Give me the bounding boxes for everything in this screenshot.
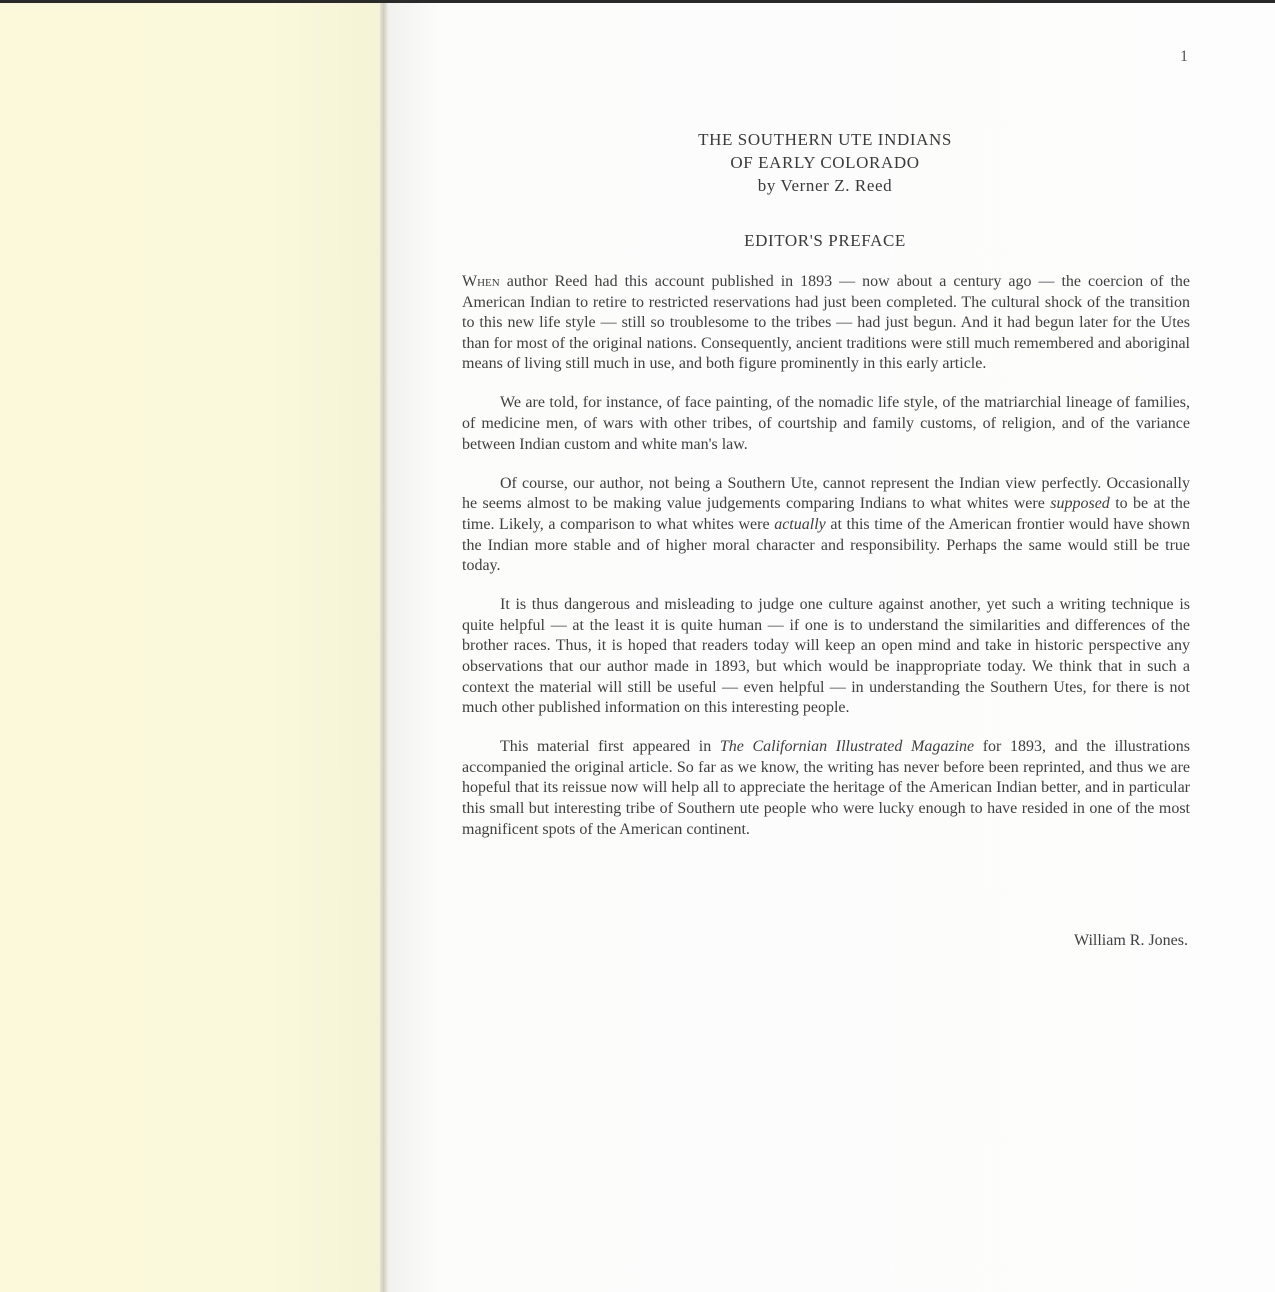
paragraph-5-text-b: for 1893, and the illustrations accompanied the original article. So far as we know, the writing has never before been reprinted, and thus we are hopeful that its reissue now will help all to appreciate the heritage of the American Indian better, and in particular this small but interesting tribe of Southern ute people who were lucky enough to have resided in one of the most magnificent spots of the American continent. [462, 738, 1190, 838]
paragraph-5-text-a: This material first appeared in [500, 738, 720, 756]
paragraph-4: It is thus dangerous and misleading to judge one culture against another, yet such a writing technique is quite helpful — at the least it is quite human — if one is to understand the similarities and differences of the brother races. Thus, it is hoped that readers today will keep an open mind and take in historic perspective any observations that our author made in 1893, but which would be inappropriate today. We think that in such a context the material will still be useful — even helpful — in understanding the Southern Utes, for there is not much other published information on this interesting people. [462, 596, 1190, 717]
paragraph-2: We are told, for instance, of face painting, of the nomadic life style, of the matriarchial lineage of families, of medicine men, of wars with other tribes, of courtship and family customs, of religion, and of the variance between Indian custom and white man's law. [462, 394, 1190, 453]
paragraph-3-text-b: to be at the time. Likely, a comparison to what whites were [462, 495, 1191, 533]
title-line-1: THE SOUTHERN UTE INDIANS [698, 130, 952, 149]
paragraph-5 [462, 737, 1190, 840]
left-page-blank [0, 3, 383, 1292]
emphasis-supposed: supposed [1050, 495, 1110, 513]
byline: by Verner Z. Reed [757, 176, 893, 195]
title-line-2: OF EARLY COLORADO [730, 153, 920, 172]
page-number: 1 [1180, 48, 1188, 65]
paragraph-3-text-c: at this time of the American frontier would have shown the Indian more stable and of higher moral character and responsibility. Perhaps the same would still be true today. [462, 515, 1190, 575]
preface-body [462, 272, 1190, 859]
magazine-title: The Californian Illustrated Magazine [719, 738, 975, 756]
preface-heading: EDITOR'S PREFACE [744, 231, 906, 250]
small-caps-opening: When [462, 273, 500, 290]
book-gutter [380, 3, 388, 1292]
paragraph-3 [462, 474, 1190, 577]
signature: William R. Jones. [1073, 932, 1188, 949]
title-block [600, 128, 1050, 197]
paragraph-1 [462, 272, 1190, 375]
emphasis-actually: actually [774, 515, 826, 533]
paragraph-1-text: author Reed had this account published in 1893 — now about a century ago — the coercion of the American Indian to retire to restricted reservations had just been completed. The cultural shock of the transition to this new life style — still so troublesome to the tribes — had just begun. And it had begun later for the Utes than for most of the original nations. Consequently, ancient traditions were still much remembered and aboriginal means of living still much in use, and both figure prominently in this early article. [462, 273, 1190, 373]
paragraph-3-text-a: Of course, our author, not being a Southern Ute, cannot represent the Indian view perfectly. Occasionally he seems almost to be making value judgements comparing Indians to what whites were [462, 474, 1190, 513]
